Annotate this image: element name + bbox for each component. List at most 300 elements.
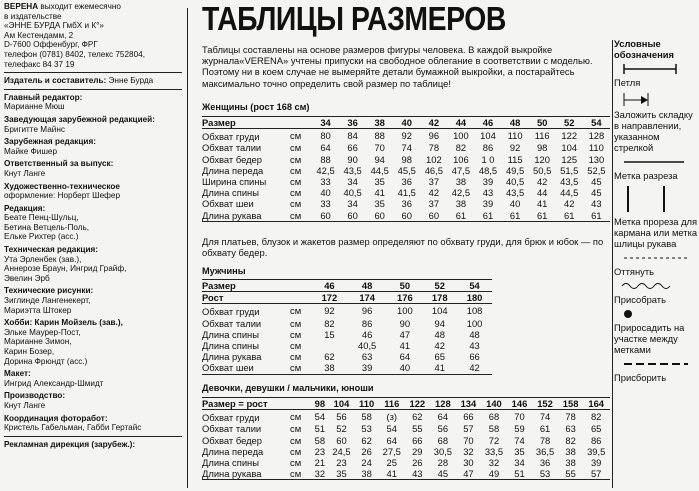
cell-value: 72 [488,434,500,446]
row-unit: см [290,434,302,446]
cell-value: 115 [507,153,523,165]
cell-value: 45 [591,187,602,199]
row-unit: см [290,198,302,210]
cell-value: 48 [434,328,445,340]
row-unit: см [290,362,312,374]
cell-value: 74 [539,411,551,423]
cell-value: 92 [401,130,412,142]
cell-value: 38 [565,457,576,469]
size-value: 98 [312,398,328,410]
cell-value: 102 [426,153,442,165]
credit-name: Елькe Рихтер (асс.) [4,232,79,242]
row-unit: см [290,142,302,154]
credit-block [4,182,186,201]
legend-item-label: Оттянуть [614,266,654,277]
cell-value: 43 [406,468,430,480]
credit-block [4,115,186,134]
cell-value: 37 [428,198,440,210]
masthead-line: «ЭННЕ БУРДА ГмбХ и К°» [4,21,104,31]
credit-name: Бетина Ветцель-Поль, [4,222,90,232]
cell-value: 35 [374,198,385,210]
legend-item-label: Приросадить на участке между метками [614,322,685,355]
cell-value: 26 [361,445,372,457]
row-label: Обхват шеи [202,362,290,374]
row-unit: см [290,351,302,363]
height-value: 176 [387,292,422,304]
cell-value: 63 [565,423,576,435]
masthead-block [4,2,186,69]
masthead-line: телефон (0781) 8402, телекс 752804, [4,49,145,59]
cell-value: 60 [393,210,420,222]
size-value: 52 [422,280,457,292]
cell-value: 46 [361,328,373,340]
cell-value: 36 [401,176,412,188]
table-row [202,410,610,424]
cell-value: 60 [339,210,366,222]
size-value: 50 [387,280,422,292]
cell-value: 24,5 [332,445,351,457]
height-value: 174 [347,292,388,304]
men-heading: Мужчины [202,266,246,276]
credit-name: Марианне Мюш [4,102,65,112]
cell-value: 37 [428,176,440,188]
size-value: 48 [347,280,388,292]
cell-value: 41 [378,468,406,480]
sizing-note: Для платьев, блузок и жакетов размер определяют по обхвату груди, для брюк и юбок — по обхвату бедер. [202,236,604,259]
cell-value: 41,5 [397,187,416,199]
cell-value: 43 [482,187,494,199]
height-label: Рост [202,292,312,304]
credit-name: Эвелин Эрб [4,273,50,283]
cell-value: 41 [374,187,385,199]
size-value: 122 [406,398,430,410]
masthead-line: Ам Кестендамм, 2 [4,30,74,40]
publisher-label: Издатель и составитель: [4,76,107,86]
legend-item [614,308,699,355]
cell-value: 33 [320,176,331,188]
cell-value: 82 [590,411,602,423]
cell-value: 62 [412,411,423,423]
cell-value: 36,5 [535,445,555,457]
height-value: 178 [422,292,457,304]
size-value: 46 [474,117,501,129]
cell-value: 68 [437,434,449,446]
cell-value: 70 [374,142,385,154]
credit-name: Кристель Габельман, Габби Гертайс [4,423,142,433]
cell-value: 86 [482,142,494,154]
legend-divider [612,40,613,488]
row-label: Обхват талии [202,142,262,154]
column-divider [187,8,188,488]
size-value: 34 [312,117,339,129]
cell-value: 78 [539,434,551,446]
row-unit: см [290,457,302,469]
ad-label: Рекламная дирекция (зарубеж.): [4,439,136,449]
cell-value: 100 [397,305,413,317]
cell-value: 60 [366,210,393,222]
legend-item [614,91,699,153]
table-header-row [202,398,610,410]
row-unit: см [290,305,302,317]
legend-heading: Условные обозначения [614,38,674,60]
cell-value: 32 [463,445,474,457]
credit-label: Макет: [4,369,31,379]
cell-value: 98 [401,153,412,165]
cell-value: 43,5 [560,176,579,188]
table-header-row [202,117,610,129]
cell-value: 64 [399,351,411,363]
cell-value: 48,5 [478,164,498,176]
cell-value: 40 [509,198,521,210]
cell-value: 42 [564,198,575,210]
credit-block [4,93,186,112]
credit-name: Аннерозе Браун, Ингрид Грайф, [4,264,127,274]
cell-value: 23 [336,457,347,469]
cell-value: 41 [422,362,457,374]
cell-value: 42,5 [316,164,335,176]
credit-label: Главный редактор: [4,92,83,102]
cell-value: 84 [347,130,358,142]
row-unit: см [290,210,312,222]
legend-item-label: Метка разреза [614,170,678,181]
credit-name: Кнут Ланге [4,168,46,178]
table-row [202,187,610,198]
cell-value: 65 [590,423,602,435]
legend-item [614,63,699,88]
cell-value: 41 [399,340,411,352]
cell-value: 70 [463,434,474,446]
row-unit: см [290,130,302,142]
cell-value: 42 [434,340,445,352]
cell-value: 88 [320,153,331,165]
brand-name: ВЕРЕНА [4,2,39,11]
cell-value: 50,5 [533,164,552,176]
size-label: Размер = рост [202,398,312,410]
legend-item-label: Заложить складку в направлении, указанном стрелкой [614,109,693,153]
legend-item-label: Присобрать [614,294,666,305]
cell-value: 47,5 [451,164,471,176]
row-label: Длина переда [202,164,264,176]
table-row [202,329,492,340]
size-value: 38 [366,117,393,129]
cell-value: 40 [320,187,331,199]
cell-value: 66 [412,434,423,446]
cell-value: 43,5 [343,164,362,176]
stretch-icon [614,252,699,266]
cell-value: 104 [480,130,496,142]
cell-value: 44,5 [560,187,579,199]
main-content [200,0,612,491]
legend-item [614,184,699,249]
cell-value: 38 [455,198,467,210]
cell-value: 68 [488,411,500,423]
cell-value: 64 [437,411,449,423]
size-label: Размер [202,117,312,129]
ease-dot-icon [614,308,699,322]
cell-value: 40,5 [358,340,377,352]
cell-value: 24 [361,457,372,469]
cell-value: 34 [347,198,358,210]
credit-block [4,391,186,410]
cell-value: 106 [453,153,469,165]
cell-value: 41 [536,198,548,210]
credit-label: Художественно-техническое [4,181,120,191]
row-unit: см [290,328,302,340]
row-label: Длина переда [202,445,264,457]
kids-size-table [202,397,610,480]
table-row [202,318,492,329]
cell-value: 39 [482,176,494,188]
credit-block [4,245,186,283]
size-value: 158 [559,398,583,410]
cell-value: 57 [463,423,474,435]
cell-value: 36 [401,198,412,210]
credit-block [4,369,186,388]
cell-value: 56 [437,423,449,435]
cell-value: 39 [482,198,494,210]
table-row [202,165,610,176]
row-unit: см [290,317,302,329]
men-size-table [202,279,492,375]
cell-value: 30 [463,457,474,469]
cell-value: 86 [361,317,373,329]
cell-value: 47 [457,468,481,480]
cell-value: 92 [324,305,335,317]
size-value: 54 [583,117,610,129]
cell-value: 60 [420,210,447,222]
cell-value: 53 [531,468,559,480]
pocket-slit-icon [614,184,699,216]
size-value: 36 [339,117,366,129]
cell-value: 130 [588,153,605,165]
row-label: Обхват груди [202,412,260,424]
cell-value: 86 [590,434,602,446]
cell-value: 66 [347,142,358,154]
cell-value: 78 [565,411,576,423]
credit-name: оформление: Норберт Шефер [4,191,121,201]
cell-value: 34 [347,176,358,188]
credit-name: Зиглинде Лангенекерт, [4,296,91,306]
cell-value: 33 [320,198,331,210]
cell-value: 54 [314,411,326,423]
cell-value: 45,5 [397,164,416,176]
credit-label: Координация фоторабот: [4,413,108,423]
table-row [202,304,492,318]
cell-value: 66 [469,351,480,363]
cell-value: 39 [347,362,388,374]
credit-name: Кнут Ланге [4,400,46,410]
row-unit: см [290,340,302,352]
row-label: Обхват талии [202,317,262,329]
cell-value: 125 [561,153,578,165]
masthead-line: в издательстве [4,11,62,21]
cell-value: 61 [556,210,583,222]
table-row [202,176,610,187]
credit-name: Марианне Зимон, [4,337,72,347]
cell-value: 30,5 [433,445,452,457]
cell-value: 62 [361,434,372,446]
credit-name: Беате Пенц-Шульц, [4,213,79,223]
cell-value: 90 [399,317,411,329]
size-value: 42 [420,117,447,129]
gather-line-icon [614,358,699,372]
cell-value: 42 [536,176,548,188]
divider [4,436,182,437]
publisher-name: Энне Бурда [108,76,154,86]
cell-value: 33,5 [484,445,504,457]
cell-value: 74 [514,434,525,446]
legend-item [614,280,699,305]
cell-value: 36 [539,457,551,469]
row-unit: см [290,153,302,165]
cell-value: 90 [347,153,358,165]
buttonhole-icon [614,63,699,77]
cell-value: 23 [314,445,326,457]
kids-heading: Девочки, девушки / мальчики, юноши [202,383,374,393]
credit-block [4,318,186,366]
credit-label: Технические рисунки: [4,286,94,296]
cell-value: 38 [565,445,576,457]
size-value: 146 [508,398,532,410]
legend-item-label: Петля [614,77,641,88]
row-label: Длина спины [202,328,259,340]
credit-label: Зарубежная редакция: [4,137,96,147]
cell-value: 110 [507,130,523,142]
divider [4,72,182,73]
legend-item [614,358,699,383]
table-row [202,468,610,480]
table-row [202,446,610,457]
row-label: Ширина спины [202,176,267,188]
pleat-arrow-icon [614,91,699,109]
cell-value: 61 [583,210,610,222]
cell-value: 21 [314,457,326,469]
cell-value: 82 [324,317,335,329]
table-row [202,340,492,351]
women-heading: Женщины (рост 168 см) [202,102,310,112]
cell-value: 52 [336,423,347,435]
cell-value: 65 [434,351,445,363]
cell-value: 38 [312,362,347,374]
credits-list [0,93,186,433]
size-value: 128 [429,398,457,410]
row-label: Обхват шеи [202,198,254,210]
legend-item [614,252,699,277]
row-label: Длина рукава [202,210,290,222]
row-label: Обхват бедер [202,434,262,446]
row-label: Обхват груди [202,131,260,143]
cell-value: 34 [514,457,525,469]
gather-icon [614,280,699,294]
table-row [202,423,610,434]
cell-value: 40,5 [505,176,525,188]
cell-value: 59 [514,423,525,435]
size-value: 50 [529,117,556,129]
table-row [202,198,610,209]
cell-value: 116 [534,130,550,142]
row-label: Длина спины [202,457,259,469]
table-header-row [202,280,492,292]
cell-value: 49 [480,468,508,480]
cell-value: 42 [457,362,492,374]
row-label: Обхват бедер [202,153,262,165]
cell-value: 26 [412,457,423,469]
credit-label: Хобби: Карин Мойзель (зав.), [4,318,123,328]
cell-value: 104 [561,142,578,154]
credit-name: Дорина Фрюндт (асс.) [4,356,88,366]
cell-value: 96 [361,305,373,317]
cell-value: 44,5 [370,164,389,176]
cell-value: 40 [387,362,422,374]
credit-name: Мариэтта Штокер [4,305,72,315]
divider [4,89,182,90]
cell-value: 35 [374,176,385,188]
cell-value: 38 [355,468,378,480]
cell-value: 43 [591,198,602,210]
cell-value: 120 [534,153,550,165]
cell-value: 32 [488,457,500,469]
cell-value: 61 [474,210,501,222]
credit-name: Карин Бозер, [4,347,55,356]
cell-value: 58 [314,434,326,446]
cell-value: 110 [588,142,604,154]
credit-label: Ответственный за выпуск: [4,159,114,169]
cell-value: 42,5 [451,187,471,199]
cell-value: 54 [386,423,397,435]
table-row [202,129,610,143]
cell-value: 88 [374,130,385,142]
legend-item-label: Метка прореза для кармана или метка шлицы рукава [614,216,698,249]
height-row [202,292,492,304]
table-row [202,435,610,446]
size-value: 46 [312,280,347,292]
size-value: 116 [378,398,406,410]
cell-value: 70 [514,411,525,423]
credit-label: Производство: [4,391,66,401]
cell-value: 104 [431,305,448,317]
cell-value: 28 [437,457,449,469]
table-row [202,154,610,165]
legend-item [614,156,699,181]
cell-value: 122 [561,130,578,142]
row-unit: см [290,445,302,457]
cell-value: 100 [453,130,469,142]
cell-value: 46,5 [424,164,443,176]
row-label: Длина рукава [202,351,262,363]
cell-value: 42 [428,187,440,199]
cell-value: 48 [469,328,480,340]
cell-value: 98 [536,142,548,154]
table-row [202,142,610,153]
cell-value: 94 [374,153,385,165]
cell-value: 49,5 [505,164,525,176]
size-value: 52 [556,117,583,129]
page-title: ТАБЛИЦЫ РАЗМЕРОВ [202,0,506,37]
masthead-line: D-7600 Оффенбург, ФРГ [4,40,98,50]
cell-value: 60 [312,210,339,222]
height-value: 172 [312,292,347,304]
cell-value: 27,5 [382,445,401,457]
cell-value: 108 [466,305,483,317]
cell-value: 64 [386,434,397,446]
cell-value: 82 [455,142,467,154]
cell-value: 58 [488,423,500,435]
cell-value: 64 [320,142,331,154]
cell-value: 40,5 [343,187,362,199]
credit-block [4,204,186,242]
credit-name: Ингрид Александр-Шмидт [4,378,104,388]
size-value: 140 [480,398,508,410]
